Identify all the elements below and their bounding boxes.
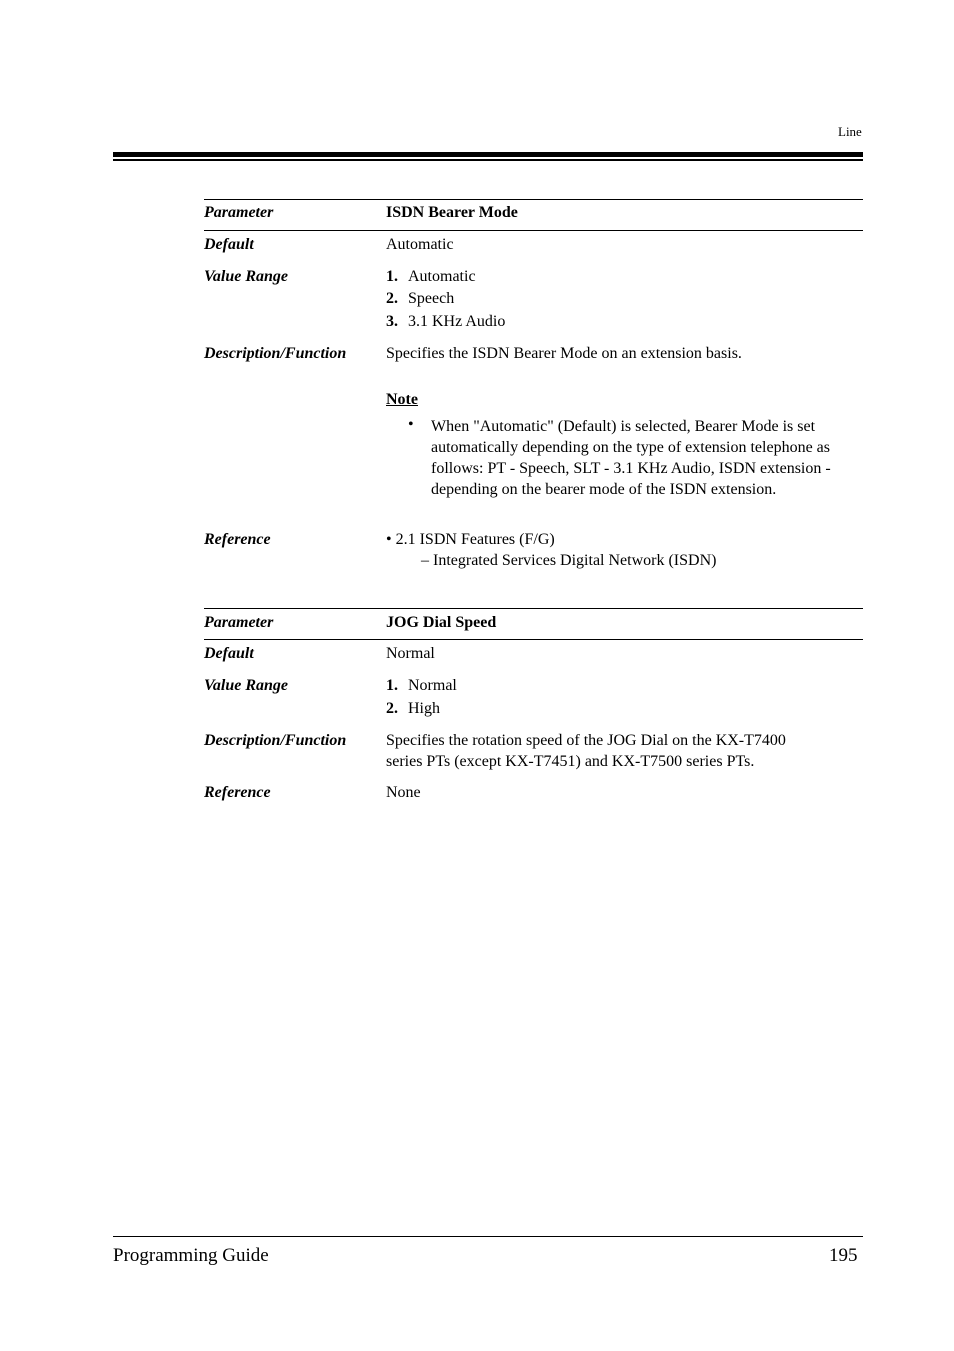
table1-default-label: Default	[204, 236, 254, 253]
table1-parameter-label: Parameter	[204, 204, 274, 221]
table1-description-value: Specifies the ISDN Bearer Mode on an extension basis.	[386, 345, 742, 362]
list-item	[386, 313, 505, 331]
reference-subitem: – Integrated Services Digital Network (ISDN)	[421, 552, 717, 569]
range-number: 3.	[386, 313, 398, 330]
table1-top-rule	[204, 199, 863, 200]
table1-description-label: Description/Function	[204, 345, 347, 362]
list-item	[386, 700, 440, 718]
page-number: 195	[829, 1245, 858, 1266]
range-number: 2.	[386, 290, 398, 307]
section-label: Line	[838, 124, 862, 139]
table2-reference-label: Reference	[204, 784, 271, 801]
range-text: Speech	[408, 290, 455, 307]
reference-item: • 2.1 ISDN Features (F/G)	[386, 531, 555, 548]
table2-description-line-2: series PTs (except KX-T7451) and KX-T7500 series PTs.	[386, 753, 755, 770]
table1-default-value: Automatic	[386, 236, 454, 253]
table2-default-value: Normal	[386, 645, 435, 662]
header-thin-rule	[113, 159, 863, 161]
bullet-icon: •	[408, 416, 414, 433]
range-text: Automatic	[408, 268, 476, 285]
range-number: 1.	[386, 677, 398, 694]
range-text: 3.1 KHz Audio	[408, 313, 506, 330]
table1-range-label: Value Range	[204, 268, 289, 285]
note-heading: Note	[386, 391, 418, 408]
list-item	[386, 268, 476, 286]
range-text: High	[408, 700, 440, 717]
table2-parameter-value: JOG Dial Speed	[386, 614, 497, 631]
range-text: Normal	[408, 677, 457, 694]
table2-default-label: Default	[204, 645, 254, 662]
note-text: When "Automatic" (Default) is selected, Bearer Mode is set automatically depending on the type of extension telephone as follows: PT - Speech, SLT - 3.1 KHz Audio, ISDN extension - depending on the bearer mode of the ISDN extension.	[431, 418, 831, 498]
table2-top-rule	[204, 608, 863, 609]
table2-description-label: Description/Function	[204, 732, 347, 749]
header-thick-rule	[113, 152, 863, 157]
table1-reference-label: Reference	[204, 531, 271, 548]
range-number: 2.	[386, 700, 398, 717]
table2-range-label: Value Range	[204, 677, 289, 694]
table2-reference-value: None	[386, 784, 421, 801]
table2-parameter-label: Parameter	[204, 614, 274, 631]
footer-rule	[113, 1236, 863, 1237]
range-number: 1.	[386, 268, 398, 285]
table1-header-rule	[204, 230, 863, 231]
list-item	[386, 290, 454, 308]
table2-description-line-1: Specifies the rotation speed of the JOG Dial on the KX-T7400	[386, 732, 786, 749]
list-item	[386, 677, 457, 695]
footer-title: Programming Guide	[113, 1245, 269, 1266]
table2-header-rule	[204, 639, 863, 640]
table1-parameter-value: ISDN Bearer Mode	[386, 204, 518, 221]
